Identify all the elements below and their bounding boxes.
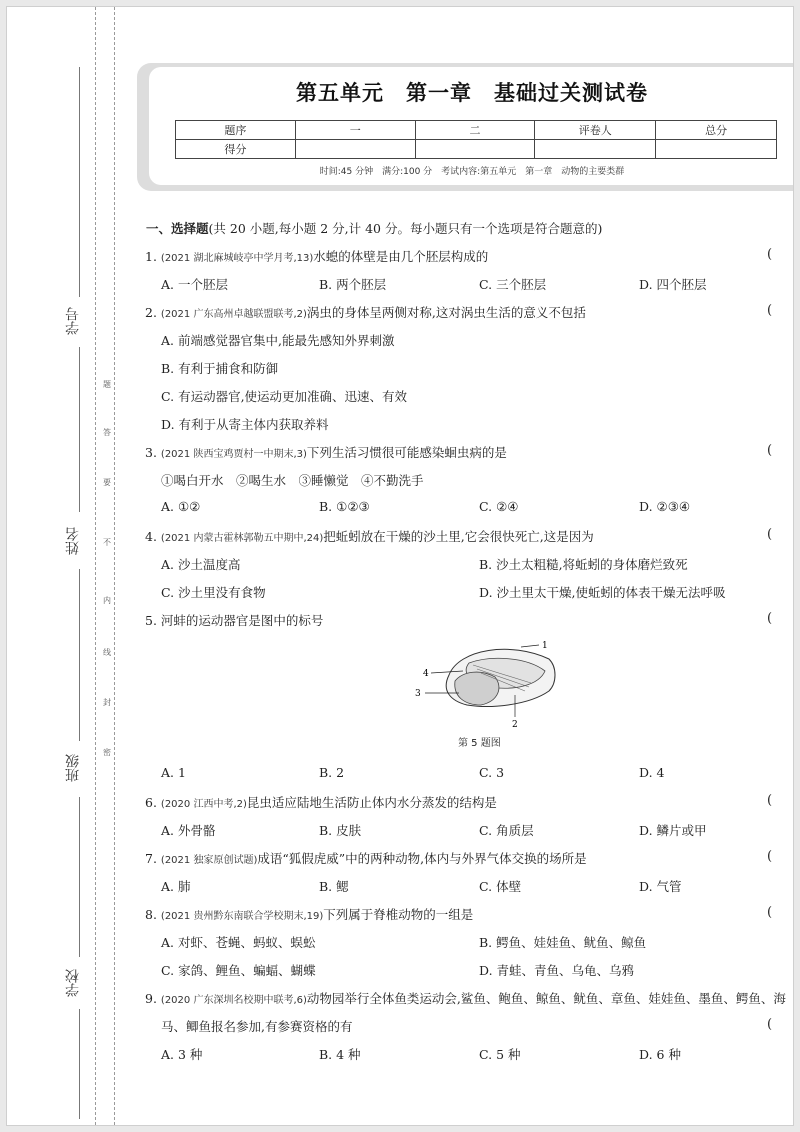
question-4 xyxy=(145,527,594,545)
option-c: C. 沙土里没有食物 xyxy=(161,585,266,600)
score-cell: 一 xyxy=(295,121,415,140)
answer-bracket: ( xyxy=(767,247,773,262)
option-a: A. 对虾、苍蝇、蚂蚁、蜈蚣 xyxy=(161,935,316,950)
seal-char: 封 xyxy=(103,698,111,707)
answer-bracket: ( xyxy=(767,443,773,458)
option-c: C. 三个胚层 xyxy=(479,277,547,292)
leader-line-1 xyxy=(521,645,539,647)
option-b: B. ①②③ xyxy=(319,499,370,514)
question-source: (2020 江西中考,2) xyxy=(160,799,247,810)
exam-page xyxy=(6,6,794,1126)
figure-label-3: 3 xyxy=(415,689,421,699)
score-cell: 得分 xyxy=(176,140,296,159)
option-c: C. ②④ xyxy=(479,499,519,514)
option-c: C. 5 种 xyxy=(479,1047,521,1062)
option-a: A. 前端感觉器官集中,能最先感知外界刺激 xyxy=(161,333,395,348)
option-c: C. 角质层 xyxy=(479,823,534,838)
question-text: 下列生活习惯很可能感染蛔虫病的是 xyxy=(306,445,507,460)
score-cell xyxy=(535,140,656,159)
question-7 xyxy=(145,849,587,867)
option-d: D. 鳞片或甲 xyxy=(639,823,707,838)
answer-bracket: ( xyxy=(767,905,773,920)
question-number: 8. xyxy=(145,907,157,922)
option-c: C. 家鸽、鲤鱼、蝙蝠、蝴蝶 xyxy=(161,963,316,978)
class-label: 班级 xyxy=(65,754,81,782)
option-d: D. 有利于从寄主体内获取养料 xyxy=(161,417,329,432)
question-8 xyxy=(145,905,473,923)
question-9 xyxy=(145,989,786,1007)
score-cell: 评卷人 xyxy=(535,121,656,140)
figure-label-1: 1 xyxy=(542,641,548,651)
score-cell xyxy=(295,140,415,159)
answer-bracket: ( xyxy=(767,1017,773,1032)
question-source: (2021 广东高州卓越联盟联考,2) xyxy=(160,309,307,320)
score-table xyxy=(175,120,777,159)
question-number: 5. xyxy=(145,613,157,628)
question-number: 7. xyxy=(145,851,157,866)
page-title: 第五单元 第一章 基础过关测试卷 xyxy=(296,81,648,105)
question-source: (2021 湖北麻城岐亭中学月考,13) xyxy=(160,253,314,264)
option-b: B. 有利于捕食和防御 xyxy=(161,361,279,376)
question-number: 1. xyxy=(145,249,157,264)
score-cell: 题序 xyxy=(176,121,296,140)
school-label: 学校 xyxy=(65,969,81,997)
seal-char: 内 xyxy=(103,596,111,605)
option-b: B. 2 xyxy=(319,765,345,780)
question-items: ①喝白开水 ②喝生水 ③睡懒觉 ④不勤洗手 xyxy=(161,473,424,488)
student-id-label: 学号 xyxy=(65,307,81,335)
seal-char: 线 xyxy=(103,648,111,657)
score-cell xyxy=(415,140,535,159)
figure-caption: 第 5 题图 xyxy=(458,738,501,749)
seal-char: 密 xyxy=(103,748,111,757)
option-c: C. 3 xyxy=(479,765,505,780)
question-text: 昆虫适应陆地生活防止体内水分蒸发的结构是 xyxy=(246,795,497,810)
option-c: C. 体壁 xyxy=(479,879,522,894)
answer-bracket: ( xyxy=(767,849,773,864)
question-number: 2. xyxy=(145,305,157,320)
question-6 xyxy=(145,793,497,811)
question-5 xyxy=(145,611,323,629)
option-a: A. 外骨骼 xyxy=(161,823,216,838)
option-d: D. 6 种 xyxy=(639,1047,681,1062)
binding-line xyxy=(79,569,80,741)
question-source: (2021 独家原创试题) xyxy=(160,855,258,866)
question-text: 河蚌的运动器官是图中的标号 xyxy=(160,613,324,628)
option-c: C. 有运动器官,使运动更加准确、迅速、有效 xyxy=(161,389,408,404)
mussel-diagram xyxy=(411,635,561,731)
question-text: 动物园举行全体鱼类运动会,鲨鱼、鲍鱼、鲸鱼、鱿鱼、章鱼、娃娃鱼、墨鱼、鳄鱼、海 xyxy=(306,991,786,1006)
score-table-header-row xyxy=(176,121,777,140)
binding-dash-left xyxy=(95,7,96,1125)
score-cell xyxy=(656,140,777,159)
answer-bracket: ( xyxy=(767,303,773,318)
option-a: A. 肺 xyxy=(161,879,191,894)
option-b: B. 两个胚层 xyxy=(319,277,387,292)
exam-info: 时间:45 分钟 满分:100 分 考试内容:第五单元 第一章 动物的主要类群 xyxy=(319,167,625,177)
binding-line xyxy=(79,347,80,512)
question-source: (2021 贵州黔东南联合学校期末,19) xyxy=(160,911,324,922)
score-table-score-row xyxy=(176,140,777,159)
option-a: A. 沙土温度高 xyxy=(161,557,241,572)
option-b: B. 鳃 xyxy=(319,879,349,894)
option-a: A. 一个胚层 xyxy=(161,277,228,292)
question-text: 成语“狐假虎威”中的两种动物,体内与外界气体交换的场所是 xyxy=(257,851,587,866)
question-text: 水螅的体壁是由几个胚层构成的 xyxy=(313,249,489,264)
section-desc: (共 20 小题,每小题 2 分,计 40 分。每小题只有一个选项是符合题意的) xyxy=(208,221,603,236)
question-1 xyxy=(145,247,488,265)
question-number: 4. xyxy=(145,529,157,544)
figure-label-2: 2 xyxy=(512,720,518,730)
option-d: D. 4 xyxy=(639,765,665,780)
option-d: D. 四个胚层 xyxy=(639,277,707,292)
seal-char: 要 xyxy=(103,478,111,487)
answer-bracket: ( xyxy=(767,527,773,542)
option-b: B. 4 种 xyxy=(319,1047,361,1062)
seal-char: 不 xyxy=(103,538,111,547)
option-b: B. 鳄鱼、娃娃鱼、鱿鱼、鲸鱼 xyxy=(479,935,647,950)
option-a: A. ①② xyxy=(161,499,201,514)
answer-bracket: ( xyxy=(767,611,773,626)
seal-char: 题 xyxy=(103,380,111,389)
score-cell: 二 xyxy=(415,121,535,140)
question-source: (2021 陕西宝鸡贾村一中期末,3) xyxy=(160,449,307,460)
option-b: B. 皮肤 xyxy=(319,823,362,838)
option-d: D. 气管 xyxy=(639,879,682,894)
binding-line xyxy=(79,1009,80,1119)
question-3 xyxy=(145,443,507,461)
binding-line xyxy=(79,797,80,957)
binding-dash-right xyxy=(114,7,115,1125)
option-d: D. 沙土里太干燥,使蚯蚓的体表干燥无法呼吸 xyxy=(479,585,726,600)
option-b: B. 沙土太粗糙,将蚯蚓的身体磨烂致死 xyxy=(479,557,688,572)
question-2 xyxy=(145,303,586,321)
answer-bracket: ( xyxy=(767,793,773,808)
question-number: 3. xyxy=(145,445,157,460)
question-number: 6. xyxy=(145,795,157,810)
name-label: 姓名 xyxy=(65,527,81,555)
option-a: A. 1 xyxy=(161,765,186,780)
section-heading xyxy=(146,219,602,237)
question-text: 涡虫的身体呈两侧对称,这对涡虫生活的意义不包括 xyxy=(306,305,586,320)
question-source: (2021 内蒙古霍林郭勒五中期中,24) xyxy=(160,533,324,544)
option-d: D. ②③④ xyxy=(639,499,691,514)
binding-line xyxy=(79,67,80,297)
score-cell: 总分 xyxy=(656,121,777,140)
question-source: (2020 广东深圳名校期中联考,6) xyxy=(160,995,307,1006)
question-text: 下列属于脊椎动物的一组是 xyxy=(323,907,474,922)
section-title: 一、选择题 xyxy=(146,221,209,236)
question-9-continuation: 马、鲫鱼报名参加,有参赛资格的有 xyxy=(161,1019,353,1034)
question-text: 把蚯蚓放在干燥的沙土里,它会很快死亡,这是因为 xyxy=(323,529,594,544)
seal-char: 答 xyxy=(103,428,111,437)
figure-label-4: 4 xyxy=(423,669,429,679)
question-number: 9. xyxy=(145,991,157,1006)
option-d: D. 青蛙、青鱼、乌龟、乌鸦 xyxy=(479,963,635,978)
option-a: A. 3 种 xyxy=(161,1047,203,1062)
